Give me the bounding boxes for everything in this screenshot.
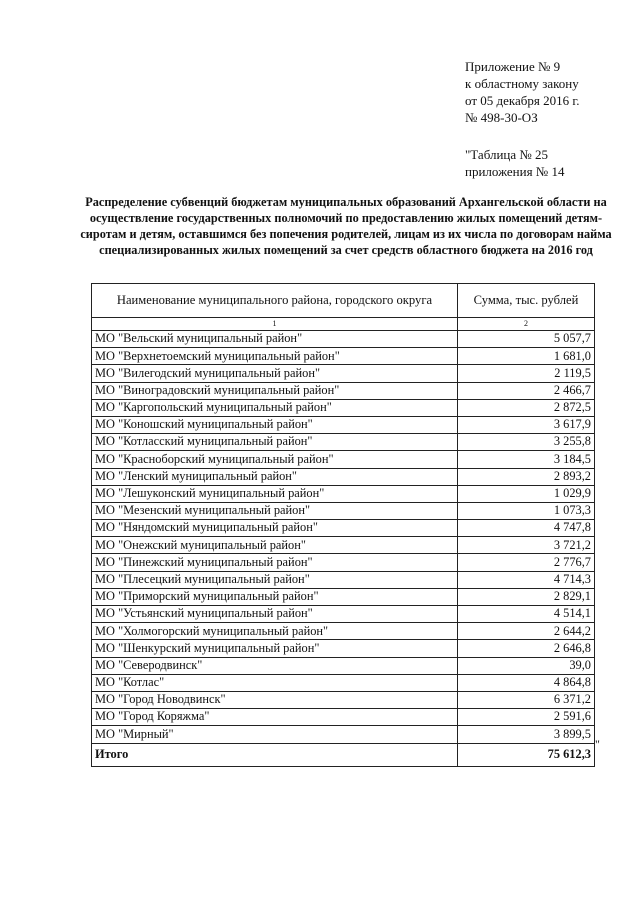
row-name: МО "Мезенский муниципальный район" bbox=[92, 502, 458, 519]
table-row bbox=[92, 399, 595, 416]
row-sum: 3 255,8 bbox=[458, 434, 595, 451]
row-name: МО "Коношский муниципальный район" bbox=[92, 416, 458, 433]
appendix-line: от 05 декабря 2016 г. bbox=[465, 93, 580, 108]
total-row bbox=[92, 743, 595, 766]
table-row bbox=[92, 657, 595, 674]
row-name: МО "Город Коряжма" bbox=[92, 709, 458, 726]
row-name: МО "Город Новодвинск" bbox=[92, 691, 458, 708]
row-name: МО "Приморский муниципальный район" bbox=[92, 588, 458, 605]
row-sum: 3 184,5 bbox=[458, 451, 595, 468]
table-row bbox=[92, 348, 595, 365]
column-number: 1 bbox=[92, 318, 458, 331]
column-number-row bbox=[92, 318, 595, 331]
appendix-line: № 498-30-ОЗ bbox=[465, 110, 538, 125]
header-sum: Сумма, тыс. рублей bbox=[458, 284, 595, 318]
column-number: 2 bbox=[458, 318, 595, 331]
row-name: МО "Плесецкий муниципальный район" bbox=[92, 571, 458, 588]
closing-quote: " bbox=[595, 737, 600, 751]
row-sum: 4 714,3 bbox=[458, 571, 595, 588]
row-name: МО "Лешуконский муниципальный район" bbox=[92, 485, 458, 502]
row-name: МО "Мирный" bbox=[92, 726, 458, 743]
table-row bbox=[92, 331, 595, 348]
row-sum: 2 872,5 bbox=[458, 399, 595, 416]
distribution-table bbox=[91, 283, 595, 767]
row-sum: 2 466,7 bbox=[458, 382, 595, 399]
row-sum: 5 057,7 bbox=[458, 331, 595, 348]
row-sum: 2 591,6 bbox=[458, 709, 595, 726]
document-title: Распределение субвенций бюджетам муниципальных образований Архангельской области на осуществление государственных полномочий по предоставлению жилых помещений детям-сиротам и детям, оставшимся без попечения родителей, лицам из их числа по договорам найма специализированных жилых помещений за счет средств областного бюджета на 2016 год bbox=[80, 195, 612, 257]
appendix-line: к областному закону bbox=[465, 76, 579, 91]
appendix-line: Приложение № 9 bbox=[465, 59, 561, 74]
row-name: МО "Ленский муниципальный район" bbox=[92, 468, 458, 485]
row-name: МО "Онежский муниципальный район" bbox=[92, 537, 458, 554]
row-sum: 39,0 bbox=[458, 657, 595, 674]
table-row bbox=[92, 623, 595, 640]
row-sum: 2 119,5 bbox=[458, 365, 595, 382]
table-note-line: приложения № 14 bbox=[465, 164, 565, 179]
row-name: МО "Вельский муниципальный район" bbox=[92, 331, 458, 348]
row-sum: 2 776,7 bbox=[458, 554, 595, 571]
row-sum: 4 864,8 bbox=[458, 674, 595, 691]
table-row bbox=[92, 382, 595, 399]
row-name: МО "Каргопольский муниципальный район" bbox=[92, 399, 458, 416]
table-row bbox=[92, 416, 595, 433]
table-row bbox=[92, 365, 595, 382]
row-name: МО "Вилегодский муниципальный район" bbox=[92, 365, 458, 382]
table-row bbox=[92, 485, 595, 502]
row-sum: 6 371,2 bbox=[458, 691, 595, 708]
row-sum: 2 646,8 bbox=[458, 640, 595, 657]
table-row bbox=[92, 451, 595, 468]
row-name: МО "Котласский муниципальный район" bbox=[92, 434, 458, 451]
row-name: МО "Верхнетоемский муниципальный район" bbox=[92, 348, 458, 365]
row-name: МО "Холмогорский муниципальный район" bbox=[92, 623, 458, 640]
row-sum: 1 073,3 bbox=[458, 502, 595, 519]
row-name: МО "Котлас" bbox=[92, 674, 458, 691]
table-row bbox=[92, 502, 595, 519]
total-label: Итого bbox=[92, 743, 458, 766]
row-name: МО "Красноборский муниципальный район" bbox=[92, 451, 458, 468]
table-row bbox=[92, 537, 595, 554]
table-row bbox=[92, 468, 595, 485]
row-name: МО "Устьянский муниципальный район" bbox=[92, 606, 458, 623]
row-name: МО "Северодвинск" bbox=[92, 657, 458, 674]
table-row bbox=[92, 691, 595, 708]
row-sum: 1 681,0 bbox=[458, 348, 595, 365]
table-header-row bbox=[92, 284, 595, 318]
table-row bbox=[92, 674, 595, 691]
row-name: МО "Няндомский муниципальный район" bbox=[92, 520, 458, 537]
row-name: МО "Виноградовский муниципальный район" bbox=[92, 382, 458, 399]
table-row bbox=[92, 588, 595, 605]
table-row bbox=[92, 709, 595, 726]
row-sum: 3 899,5 bbox=[458, 726, 595, 743]
total-sum: 75 612,3 bbox=[458, 743, 595, 766]
table-row bbox=[92, 554, 595, 571]
table-row bbox=[92, 606, 595, 623]
table-row bbox=[92, 434, 595, 451]
row-sum: 3 617,9 bbox=[458, 416, 595, 433]
table-note-line: "Таблица № 25 bbox=[465, 147, 549, 162]
table-row bbox=[92, 640, 595, 657]
row-sum: 4 747,8 bbox=[458, 520, 595, 537]
row-sum: 2 829,1 bbox=[458, 588, 595, 605]
table-note-block bbox=[465, 146, 564, 180]
table-row bbox=[92, 726, 595, 743]
row-sum: 2 644,2 bbox=[458, 623, 595, 640]
appendix-block bbox=[465, 58, 580, 126]
row-sum: 2 893,2 bbox=[458, 468, 595, 485]
row-name: МО "Шенкурский муниципальный район" bbox=[92, 640, 458, 657]
header-name: Наименование муниципального района, городского округа bbox=[92, 284, 458, 318]
table-row bbox=[92, 571, 595, 588]
row-sum: 1 029,9 bbox=[458, 485, 595, 502]
table-row bbox=[92, 520, 595, 537]
row-name: МО "Пинежский муниципальный район" bbox=[92, 554, 458, 571]
row-sum: 4 514,1 bbox=[458, 606, 595, 623]
row-sum: 3 721,2 bbox=[458, 537, 595, 554]
